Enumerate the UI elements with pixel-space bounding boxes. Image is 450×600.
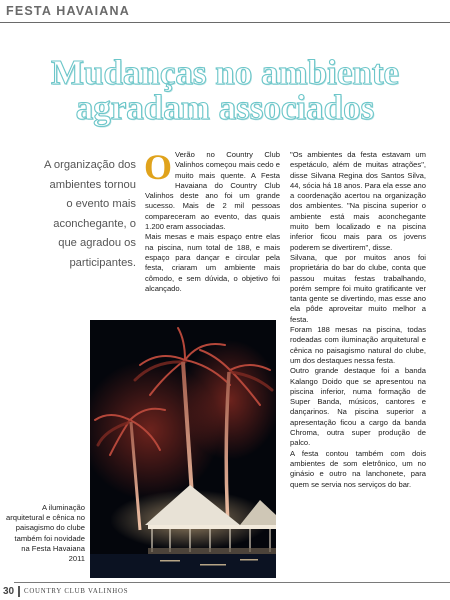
article-paragraph: Outro grande destaque foi a banda Kalango Doido que se apresentou na piscina inferior, numa formação de Super Banda, músicos, cantores e dançarinos. Na piscina superior a apresentação ficou a cargo da banda Chroma, outra super produção de palco. <box>290 366 426 448</box>
headline-line-2: agradam associados <box>75 88 375 127</box>
article-paragraph: Foram 188 mesas na piscina, todas rodeadas com iluminação arquitetural e cênica no paisagismo natural do clube, um dos destaques nessa festa. <box>290 325 426 365</box>
publication-name: COUNTRY CLUB VALINHOS <box>24 588 129 595</box>
pull-quote-line: A organização dos <box>43 159 136 171</box>
headline-line-1: Mudanças no ambiente <box>50 53 400 92</box>
article-paragraph: Mais mesas e mais espaço entre elas na piscina, num total de 188, e mais espaço para dançar e circular pela festa, criaram um ambiente mais cômodo, e sem dúvida, o objetivo foi alcançado. <box>145 232 280 293</box>
header-rule <box>0 22 450 23</box>
footer-rule <box>14 582 450 583</box>
pull-quote-line: participantes. <box>69 256 136 269</box>
page-number: 30 <box>3 586 15 597</box>
article-paragraph: "Os ambientes da festa estavam um espetáculo, além de muitas atrações", disse Silvana Regina dos Santos Silva, 44, sócia há 18 anos. Para ela esse ano a coordenação acertou na organização dos ambientes. "Na piscina superior o ambiente está mais aconchegante muito bem localizado e na piscina inferior ficou mais para os jovens poderem se divertirem", disse. <box>290 150 426 252</box>
article-column-middle <box>144 147 280 294</box>
pull-quote <box>14 156 136 274</box>
pull-quote-line: aconchegante, o <box>53 217 136 230</box>
article-paragraph: A festa contou também com dois ambientes de som eletrônico, um no ginásio e outro na lanchonete, para quem se servia nos serviços do bar. <box>290 448 426 489</box>
article-paragraph: Verão no Country Club Valinhos começou mais cedo e muito mais quente. A Festa Havaiana do Country Club Valinhos deste ano foi um grande sucesso. Mais de 2 mil pessoas compareceram ao evento, das quais 1.200 eram associadas. <box>145 150 280 232</box>
article-paragraph: Silvana, que por muitos anos foi proprietária do bar do clube, conta que passou muitas festas trabalhando, porém sempre foi muito gratificante ver tanta gente se divertindo, mas esse ano ela pôde aproveitar muito melhor a festa. <box>290 252 426 324</box>
night-party-photo <box>90 320 276 578</box>
pull-quote-line: o evento mais <box>66 198 136 211</box>
pull-quote-line: que agradou os <box>58 237 136 250</box>
photo-caption: A iluminação arquitetural e cênica no paisagismo do clube também foi novidade na Festa Havaiana 2011 <box>6 503 85 564</box>
footer-divider <box>18 586 20 597</box>
article-column-right <box>290 150 426 490</box>
section-label: FESTA HAVAIANA <box>6 4 130 18</box>
photo-illustration <box>90 320 276 578</box>
pull-quote-line: ambientes tornou <box>49 178 136 191</box>
drop-cap: O <box>144 147 173 187</box>
